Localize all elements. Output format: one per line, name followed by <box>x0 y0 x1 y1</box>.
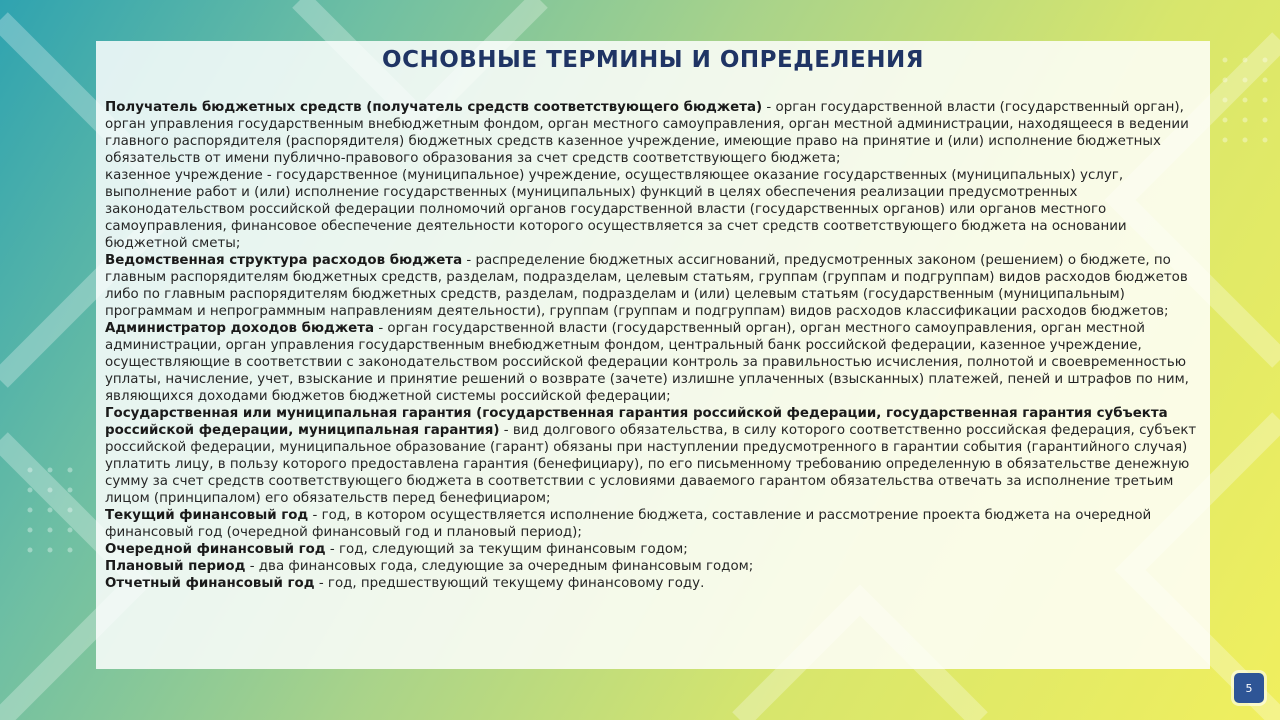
definition-term: Государственная или муниципальная гарантия (государственная гарантия российской федерации, государственная гарантия субъекта российской федерации, муниципальная гарантия) <box>105 406 1168 438</box>
definition-text: - распределение бюджетных ассигнований, предусмотренных законом (решением) о бюджете, по главным распорядителям бюджетных средств, разделам, подразделам, целевым статьям, группам (группам и подгруппам) видов расходов бюджетов либо по главным распорядителям бюджетных средств, разделам, подразделам и (или) целевым статьям (государственным (муниципальным) программам и непрограммным направлениям деятельности), группам (группам и подгруппам) видов расходов классификации расходов бюджетов; <box>105 253 1188 319</box>
definition-text: - год, в котором осуществляется исполнение бюджета, составление и рассмотрение проекта бюджета на очередной финансовый год (очередной финансовый год и плановый период); <box>105 508 1152 540</box>
definition-term: Очередной финансовый год <box>105 542 326 557</box>
definition-term: Администратор доходов бюджета <box>105 321 375 336</box>
definition-item <box>105 252 1203 320</box>
definition-item <box>105 320 1203 405</box>
slide-title: ОСНОВНЫЕ ТЕРМИНЫ И ОПРЕДЕЛЕНИЯ <box>382 47 924 73</box>
definition-item <box>105 507 1203 541</box>
definition-text: казенное учреждение - государственное (муниципальное) учреждение, осуществляющее оказание государственных (муниципальных) услуг, выполнение работ и (или) исполнение государственных (муниципальных) функций в целях обеспечения реализации предусмотренных законодательством российской федерации полномочий органов государственной власти (государственных органов) или органов местного самоуправления, финансовое обеспечение деятельности которого осуществляется за счет средств соответствующего бюджета на основании бюджетной сметы; <box>105 168 1127 251</box>
definition-term: Текущий финансовый год <box>105 508 309 523</box>
definition-term: Плановый период <box>105 559 246 574</box>
definition-term: Ведомственная структура расходов бюджета <box>105 253 463 268</box>
definition-item <box>105 405 1203 507</box>
definition-item <box>105 167 1203 252</box>
definition-text: - год, следующий за текущим финансовым годом; <box>325 542 688 557</box>
definition-item <box>105 558 1203 575</box>
definition-text: - орган государственной власти (государственный орган), орган местного самоуправления, орган местной администрации, орган управления государственным внебюджетным фондом, центральный банк российской федерации, казенное учреждение, осуществляющие в соответствии с законодательством российской федерации контроль за правильностью исчисления, полнотой и своевременностью уплаты, начисление, учет, взыскание и принятие решений о возврате (зачете) излишне уплаченных (взысканных) платежей, пеней и штрафов по ним, являющихся доходами бюджетов бюджетной системы российской федерации; <box>105 321 1189 404</box>
definition-term: Отчетный финансовый год <box>105 576 315 591</box>
definition-text: - год, предшествующий текущему финансовому году. <box>314 576 705 591</box>
definition-item <box>105 575 1203 592</box>
definition-item <box>105 541 1203 558</box>
definition-text: - два финансовых года, следующие за очередным финансовым годом; <box>245 559 754 574</box>
definitions-list <box>105 99 1203 592</box>
content-panel <box>96 41 1210 669</box>
definition-text: - орган государственной власти (государственный орган), орган управления государственным внебюджетным фондом, орган местного самоуправления, орган местной администрации, находящееся в ведении главного распорядителя (распорядителя) бюджетных средств казенное учреждение, имеющие право на принятие и (или) исполнение бюджетных обязательств от имени публично-правового образования за счет средств соответствующего бюджета; <box>105 100 1189 166</box>
definition-item <box>105 99 1203 167</box>
page-number-badge: 5 <box>1234 673 1264 703</box>
definition-text: - вид долгового обязательства, в силу которого соответственно российская федерация, субъект российской федерации, муниципальное образование (гарант) обязаны при наступлении предусмотренного в гарантии события (гарантийного случая) уплатить лицу, в пользу которого предоставлена гарантия (бенефициару), по его письменному требованию определенную в обязательстве денежную сумму за счет средств соответствующего бюджета в соответствии с условиями даваемого гарантом обязательства отвечать за исполнение третьим лицом (принципалом) его обязательств перед бенефициаром; <box>105 423 1197 506</box>
definition-term: Получатель бюджетных средств (получатель средств соответствующего бюджета) <box>105 100 763 115</box>
